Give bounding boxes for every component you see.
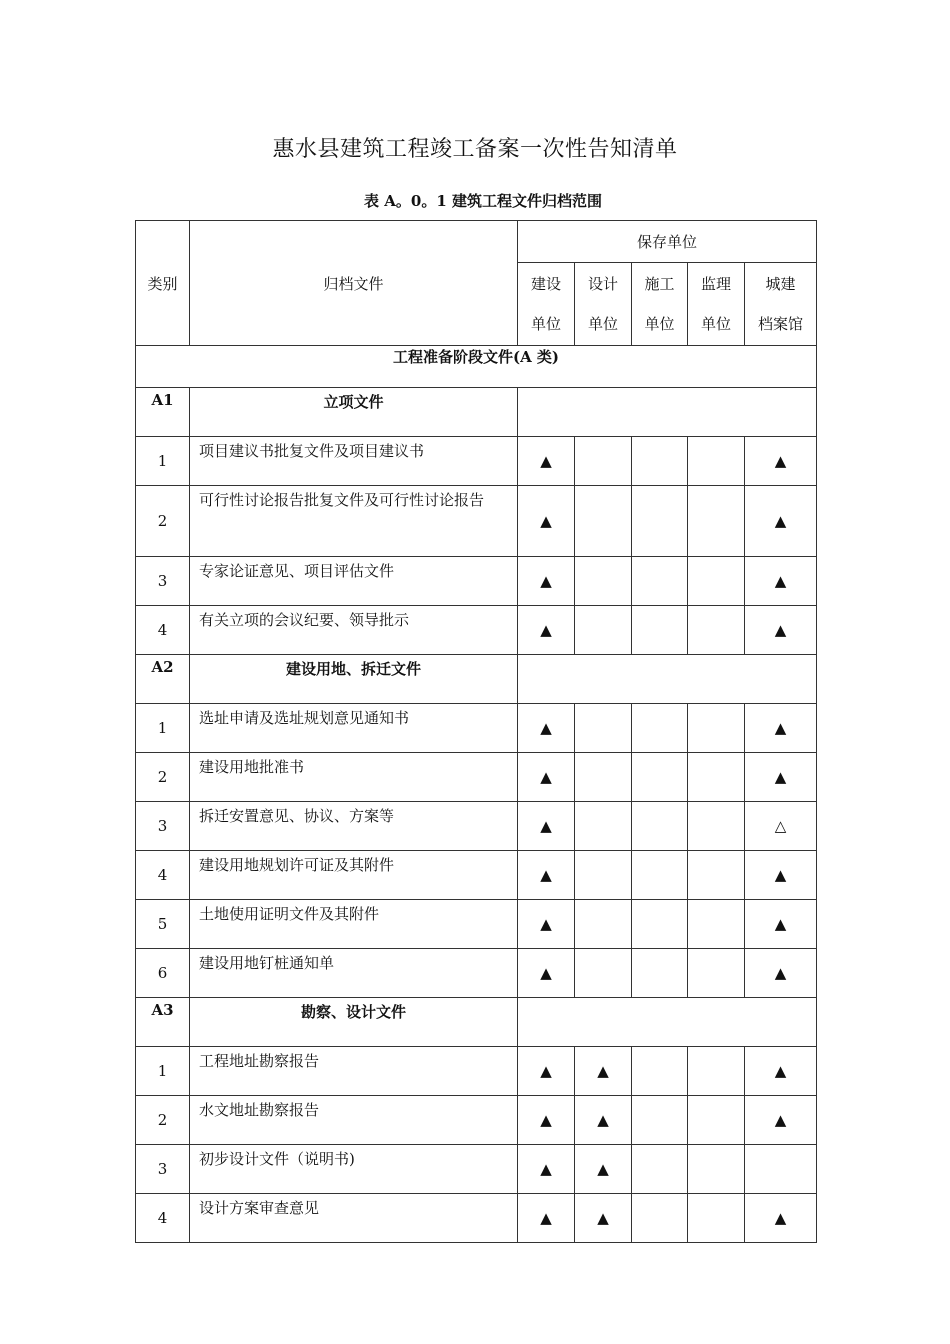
- section-row: [136, 346, 817, 388]
- keep-mark: [688, 949, 745, 998]
- keep-mark: ▲: [745, 704, 817, 753]
- keep-mark: [688, 851, 745, 900]
- header-row-1: [136, 221, 817, 263]
- keep-mark: [688, 1145, 745, 1194]
- keep-mark: [632, 900, 688, 949]
- keep-mark: ▲: [518, 1145, 575, 1194]
- item-document: 水文地址勘察报告: [190, 1096, 518, 1145]
- keep-mark: [632, 851, 688, 900]
- group-title: 建设用地、拆迁文件: [190, 655, 518, 704]
- keep-mark: [688, 900, 745, 949]
- keep-mark: [688, 802, 745, 851]
- keep-mark: [688, 486, 745, 557]
- table-row: [136, 753, 817, 802]
- keep-mark: [688, 753, 745, 802]
- table-row: [136, 437, 817, 486]
- table-row: [136, 606, 817, 655]
- keep-mark: [688, 437, 745, 486]
- keep-mark: [688, 704, 745, 753]
- keep-mark: ▲: [518, 900, 575, 949]
- keep-mark: ▲: [518, 1047, 575, 1096]
- item-number: 4: [136, 606, 190, 655]
- table-row: [136, 1145, 817, 1194]
- keep-mark: [575, 949, 632, 998]
- keep-mark: ▲: [745, 606, 817, 655]
- table-row: [136, 1047, 817, 1096]
- table-row: [136, 949, 817, 998]
- keep-mark: [688, 606, 745, 655]
- keep-mark: ▲: [575, 1047, 632, 1096]
- keep-mark: [632, 1047, 688, 1096]
- keep-mark: ▲: [745, 486, 817, 557]
- item-number: 6: [136, 949, 190, 998]
- keep-mark: ▲: [745, 1047, 817, 1096]
- item-number: 3: [136, 802, 190, 851]
- keep-mark: [632, 557, 688, 606]
- group-title: 勘察、设计文件: [190, 998, 518, 1047]
- item-document: 建设用地批准书: [190, 753, 518, 802]
- header-category: 类别: [136, 221, 190, 346]
- keep-mark: [688, 1047, 745, 1096]
- keep-mark: ▲: [518, 851, 575, 900]
- keep-mark: ▲: [518, 704, 575, 753]
- keep-mark: [632, 753, 688, 802]
- table-row: [136, 851, 817, 900]
- keep-mark: ▲: [518, 1194, 575, 1243]
- item-number: 3: [136, 557, 190, 606]
- table-row: [136, 486, 817, 557]
- keep-mark: [688, 1096, 745, 1145]
- item-document: 拆迁安置意见、协议、方案等: [190, 802, 518, 851]
- header-unit-design: 设计 单位: [575, 263, 632, 346]
- keep-mark: [575, 557, 632, 606]
- keep-mark: ▲: [575, 1194, 632, 1243]
- table-row: [136, 1096, 817, 1145]
- group-code: A2: [136, 655, 190, 704]
- keep-mark: ▲: [518, 1096, 575, 1145]
- table-row: [136, 900, 817, 949]
- keep-mark: ▲: [745, 557, 817, 606]
- keep-mark: [632, 704, 688, 753]
- table-caption: 表 A。0。1 建筑工程文件归档范围: [364, 192, 602, 210]
- header-unit-contractor: 施工 单位: [632, 263, 688, 346]
- keep-mark: [688, 557, 745, 606]
- archive-scope-table: [135, 220, 817, 1243]
- item-document: 项目建议书批复文件及项目建议书: [190, 437, 518, 486]
- item-number: 2: [136, 486, 190, 557]
- keep-mark: ▲: [745, 437, 817, 486]
- group-row: [136, 655, 817, 704]
- keep-mark: ▲: [518, 753, 575, 802]
- header-keeper: 保存单位: [518, 221, 817, 263]
- keep-mark: ▲: [518, 606, 575, 655]
- table-row: [136, 1194, 817, 1243]
- keep-mark: [575, 486, 632, 557]
- item-document: 建设用地钉桩通知单: [190, 949, 518, 998]
- group-row: [136, 998, 817, 1047]
- item-document: 工程地址勘察报告: [190, 1047, 518, 1096]
- group-empty-cell: [518, 655, 817, 704]
- item-document: 有关立项的会议纪要、领导批示: [190, 606, 518, 655]
- keep-mark: ▲: [575, 1145, 632, 1194]
- keep-mark: ▲: [745, 851, 817, 900]
- keep-mark: [575, 851, 632, 900]
- item-number: 4: [136, 1194, 190, 1243]
- header-unit-archive: 城建 档案馆: [745, 263, 817, 346]
- item-number: 4: [136, 851, 190, 900]
- table-row: [136, 557, 817, 606]
- keep-mark: ▲: [518, 802, 575, 851]
- keep-mark: [632, 1194, 688, 1243]
- item-document: 专家论证意见、项目评估文件: [190, 557, 518, 606]
- keep-mark: ▲: [518, 949, 575, 998]
- group-empty-cell: [518, 998, 817, 1047]
- group-code: A1: [136, 388, 190, 437]
- group-code: A3: [136, 998, 190, 1047]
- table-row: [136, 802, 817, 851]
- keep-mark: ▲: [518, 437, 575, 486]
- keep-mark: [632, 802, 688, 851]
- item-document: 可行性讨论报告批复文件及可行性讨论报告: [190, 486, 518, 557]
- keep-mark: [632, 437, 688, 486]
- keep-mark: ▲: [518, 486, 575, 557]
- keep-mark: [575, 900, 632, 949]
- keep-mark: [632, 1096, 688, 1145]
- keep-mark: ▲: [745, 949, 817, 998]
- item-document: 选址申请及选址规划意见通知书: [190, 704, 518, 753]
- group-title: 立项文件: [190, 388, 518, 437]
- item-number: 1: [136, 437, 190, 486]
- item-document: 土地使用证明文件及其附件: [190, 900, 518, 949]
- keep-mark: ▲: [745, 1194, 817, 1243]
- item-number: 3: [136, 1145, 190, 1194]
- keep-mark: [575, 606, 632, 655]
- keep-mark: [575, 802, 632, 851]
- group-empty-cell: [518, 388, 817, 437]
- header-unit-supervision: 监理 单位: [688, 263, 745, 346]
- item-number: 2: [136, 753, 190, 802]
- section-title: 工程准备阶段文件(A 类): [136, 346, 817, 388]
- group-row: [136, 388, 817, 437]
- keep-mark: [632, 949, 688, 998]
- keep-mark: [688, 1194, 745, 1243]
- keep-mark: [575, 704, 632, 753]
- header-unit-construction: 建设 单位: [518, 263, 575, 346]
- table-row: [136, 704, 817, 753]
- item-number: 1: [136, 1047, 190, 1096]
- keep-mark: △: [745, 802, 817, 851]
- keep-mark: [575, 753, 632, 802]
- item-number: 2: [136, 1096, 190, 1145]
- keep-mark: [575, 437, 632, 486]
- keep-mark: [632, 486, 688, 557]
- header-document: 归档文件: [190, 221, 518, 346]
- document-title: 惠水县建筑工程竣工备案一次性告知清单: [272, 137, 678, 162]
- keep-mark: ▲: [575, 1096, 632, 1145]
- keep-mark: ▲: [745, 1096, 817, 1145]
- keep-mark: [745, 1145, 817, 1194]
- keep-mark: [632, 606, 688, 655]
- item-document: 设计方案审查意见: [190, 1194, 518, 1243]
- keep-mark: ▲: [518, 557, 575, 606]
- item-document: 初步设计文件（说明书): [190, 1145, 518, 1194]
- keep-mark: [632, 1145, 688, 1194]
- keep-mark: ▲: [745, 900, 817, 949]
- keep-mark: ▲: [745, 753, 817, 802]
- item-number: 5: [136, 900, 190, 949]
- item-document: 建设用地规划许可证及其附件: [190, 851, 518, 900]
- item-number: 1: [136, 704, 190, 753]
